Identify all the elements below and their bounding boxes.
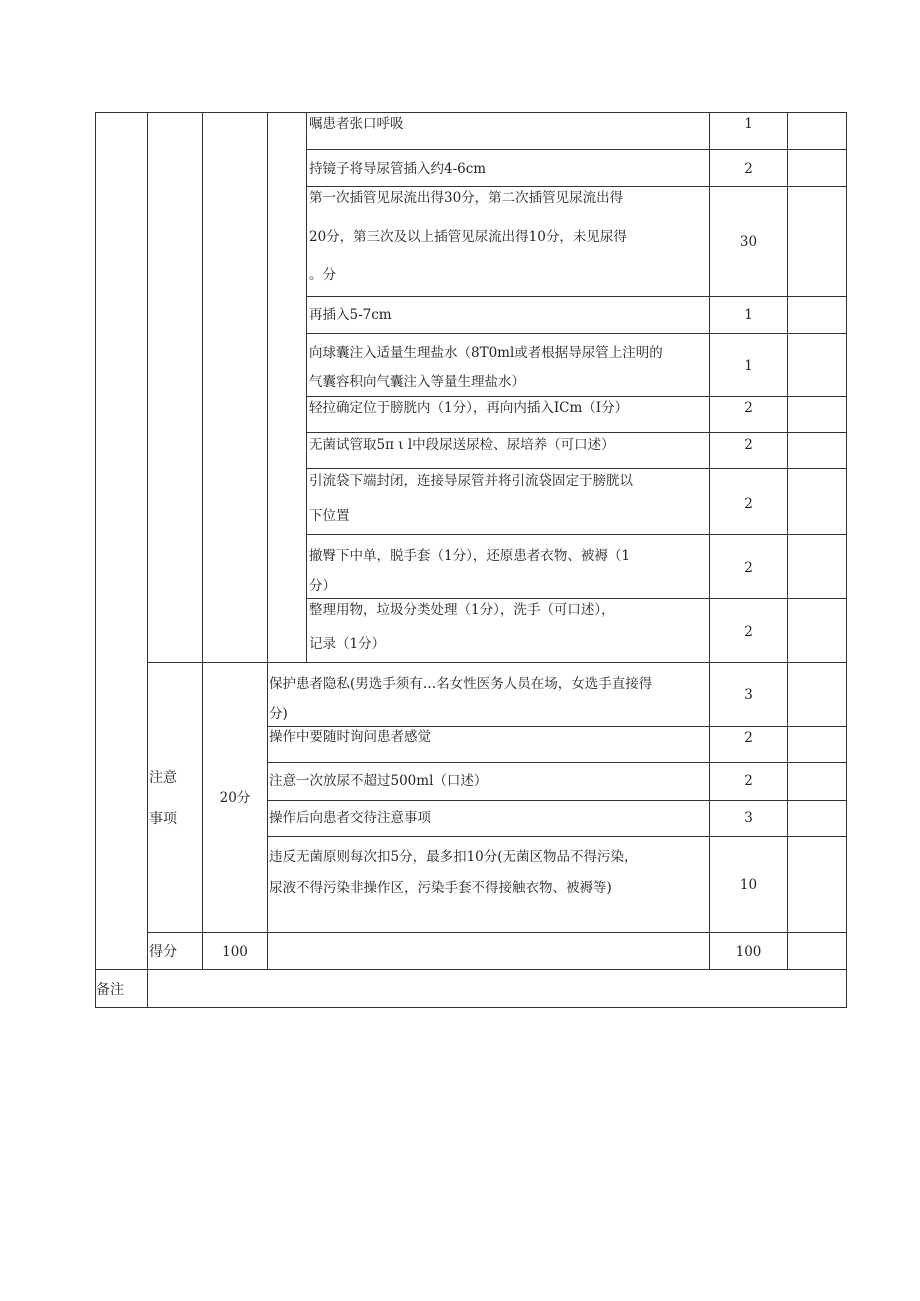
step-score: 1 bbox=[744, 116, 753, 132]
step-text: 持镜子将导尿管插入约4-6cm bbox=[309, 161, 487, 177]
table-border-top bbox=[95, 112, 847, 113]
note-score: 2 bbox=[744, 730, 753, 746]
col-divider bbox=[787, 112, 788, 970]
step-score: 2 bbox=[744, 560, 753, 576]
note-score: 2 bbox=[744, 773, 753, 789]
step-text-line: 20分，第三次及以上插管见尿流出得10分，未见尿得 bbox=[309, 229, 627, 245]
table-border-bottom bbox=[95, 1007, 847, 1008]
step-text: 再插入5-7cm bbox=[309, 307, 392, 323]
step-text-line: 记录（1分） bbox=[309, 636, 386, 652]
note-text: 操作后向患者交待注意事项 bbox=[269, 810, 431, 826]
note-score: 3 bbox=[744, 687, 753, 703]
section-total: 20分 bbox=[219, 790, 251, 806]
total-value: 100 bbox=[222, 944, 248, 960]
note-text: 操作中要随时询问患者感觉 bbox=[269, 729, 431, 745]
step-text-line: 气囊容积向气囊注入等量生理盐水） bbox=[309, 374, 525, 390]
section-divider bbox=[147, 662, 847, 663]
col-divider bbox=[267, 112, 268, 970]
step-text-line: 整理用物，垃圾分类处理（1分），洗手（可口述）， bbox=[309, 602, 615, 618]
step-score: 2 bbox=[744, 624, 753, 640]
step-score: 2 bbox=[744, 400, 753, 416]
step-score: 2 bbox=[744, 161, 753, 177]
step-text: 轻拉确定位于膀胱内（1分），再向内插入ICm（I分） bbox=[309, 400, 629, 416]
note-text-line: 分) bbox=[269, 706, 288, 722]
col-divider bbox=[306, 112, 307, 663]
col-divider bbox=[147, 112, 148, 1008]
section-divider bbox=[147, 932, 847, 933]
row-divider bbox=[267, 762, 847, 763]
table-border-right bbox=[846, 112, 847, 1008]
note-score: 10 bbox=[739, 877, 758, 893]
row-divider bbox=[306, 296, 847, 297]
step-score: 2 bbox=[744, 437, 753, 453]
note-text-line: 尿液不得污染非操作区，污染手套不得接触衣物、被褥等) bbox=[269, 880, 612, 896]
section-divider bbox=[95, 969, 847, 970]
table-border-left bbox=[95, 112, 96, 1008]
step-text-line: 第一次插管见尿流出得30分，第二次插管见尿流出得 bbox=[309, 190, 624, 206]
step-score: 1 bbox=[744, 358, 753, 374]
row-divider bbox=[306, 468, 847, 469]
row-divider bbox=[306, 186, 847, 187]
note-score: 3 bbox=[744, 810, 753, 826]
row-divider bbox=[306, 149, 847, 150]
col-divider bbox=[202, 112, 203, 970]
step-text-line: 向球囊注入适量生理盐水（8T0ml或者根据导尿管上注明的 bbox=[309, 345, 663, 361]
remarks-label: 备注 bbox=[96, 982, 124, 998]
step-text-line: 。分 bbox=[309, 267, 336, 283]
total-score: 100 bbox=[735, 944, 762, 960]
step-score: 30 bbox=[739, 234, 758, 250]
row-divider bbox=[306, 396, 847, 397]
note-text: 注意一次放尿不超过500ml（口述） bbox=[269, 773, 488, 789]
row-divider bbox=[267, 800, 847, 801]
note-text-line: 保护患者隐私(男选手须有…名女性医务人员在场，女选手直接得 bbox=[269, 676, 653, 692]
row-divider bbox=[267, 726, 847, 727]
section-label: 注意 bbox=[149, 770, 177, 786]
step-score: 2 bbox=[744, 496, 753, 512]
step-text-line: 分） bbox=[309, 578, 336, 594]
row-divider bbox=[306, 333, 847, 334]
row-divider bbox=[306, 534, 847, 535]
step-text-line: 下位置 bbox=[309, 508, 350, 524]
row-divider bbox=[267, 836, 847, 837]
step-text: 无菌试管取5π ι l中段尿送尿检、尿培养（可口述） bbox=[309, 437, 615, 453]
row-divider bbox=[306, 432, 847, 433]
step-text: 嘱患者张口呼吸 bbox=[309, 116, 404, 132]
note-text-line: 违反无菌原则每次扣5分，最多扣10分(无菌区物品不得污染， bbox=[269, 849, 638, 865]
section-label: 事项 bbox=[149, 811, 177, 827]
total-label: 得分 bbox=[149, 944, 177, 960]
step-text-line: 撤臀下中单，脱手套（1分），还原患者衣物、被褥（1 bbox=[309, 548, 630, 564]
step-score: 1 bbox=[744, 307, 753, 323]
row-divider bbox=[306, 598, 847, 599]
step-text-line: 引流袋下端封闭，连接导尿管并将引流袋固定于膀胱以 bbox=[309, 473, 633, 489]
